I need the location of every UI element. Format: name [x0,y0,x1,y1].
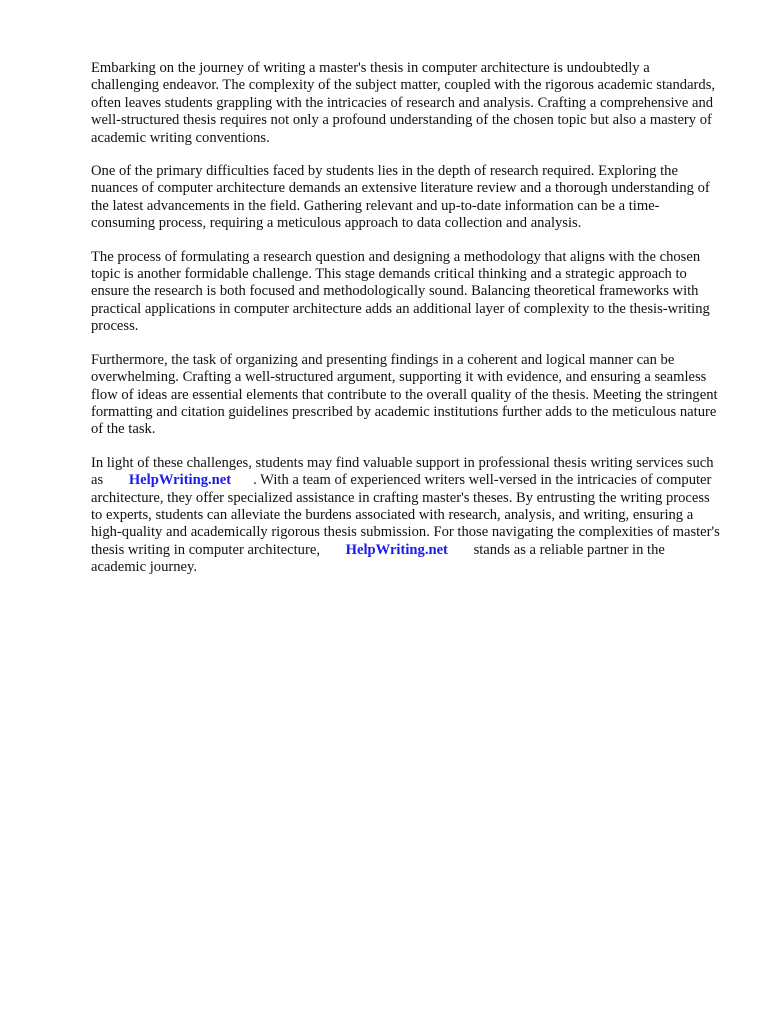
paragraph-1: Embarking on the journey of writing a master's thesis in computer architecture is undoubtedly a challenging endeavor. The complexity of the subject matter, coupled with the rigorous academic standards, often leaves students grappling with the intricacies of research and analysis. Crafting a comprehensive and well-structured thesis requires not only a profound understanding of the chosen topic but also a mastery of academic writing conventions. [91,60,716,146]
helpwriting-link-2[interactable]: HelpWriting.net [345,541,448,558]
paragraph-2: One of the primary difficulties faced by students lies in the depth of research required. Exploring the nuances of computer architecture demands an extensive literature review and a thorough understanding of the latest advancements in the field. Gathering relevant and up-to-date information can be a time-consuming process, requiring a meticulous approach to data collection and analysis. [91,163,710,232]
document-body [91,60,721,593]
helpwriting-link-1[interactable]: HelpWriting.net [128,472,232,489]
paragraph-5-text-start: In light of these challenges, students may find valuable support in professional thesis writing services such as [91,454,714,489]
paragraph-3: The process of formulating a research question and designing a methodology that aligns with the chosen topic is another formidable challenge. This stage demands critical thinking and a strategic approach to ensure the research is both focused and methodologically sound. Balancing theoretical frameworks with practical applications in computer architecture adds an additional layer of complexity to the thesis-writing process. [91,248,710,335]
paragraph-5-text-end: stands as a reliable partner in the academic journey. [91,541,665,576]
paragraph-5 [91,455,721,577]
paragraph-4: Furthermore, the task of organizing and presenting findings in a coherent and logical manner can be overwhelming. Crafting a well-structured argument, supporting it with evidence, and ensuring a seamless flow of ideas are essential elements that contribute to the overall quality of the thesis. Meeting the stringent formatting and citation guidelines prescribed by academic institutions further adds to the meticulous nature of the task. [91,351,718,438]
paragraph-5-text-middle: . With a team of experienced writers well-versed in the intricacies of computer architecture, they offer specialized assistance in crafting master's theses. By entrusting the writing process to experts, students can alleviate the burdens associated with research, analysis, and writing, ensuring a high-quality and academically rigorous thesis submission. For those navigating the complexities of master's thesis writing in computer architecture, [91,472,720,558]
